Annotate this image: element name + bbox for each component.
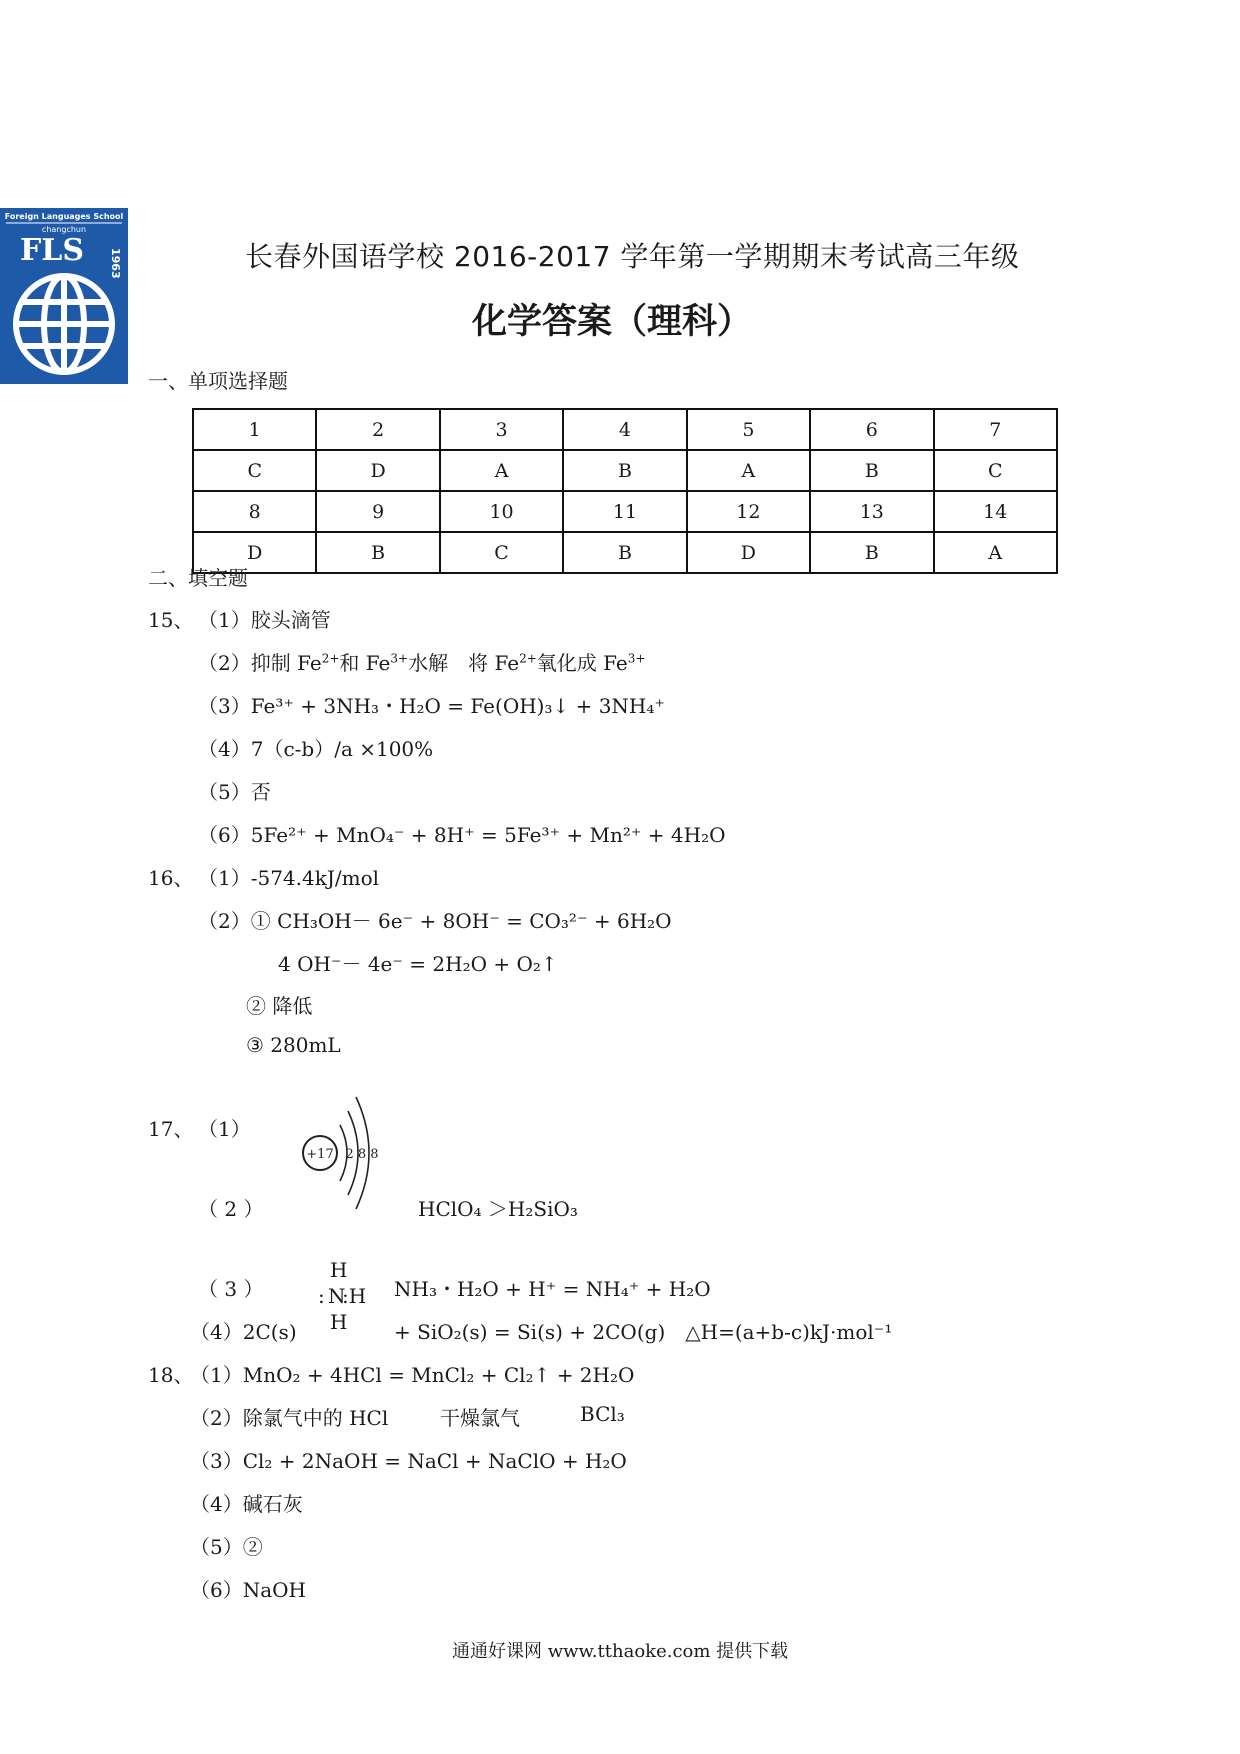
logo-city: changchun — [41, 225, 87, 234]
logo-school-name: Foreign Languages School — [4, 212, 124, 221]
table-cell: D — [316, 450, 439, 491]
document-subtitle: 化学答案（理科） — [472, 302, 753, 342]
table-cell: 3 — [440, 409, 563, 450]
table-cell: 12 — [687, 491, 810, 532]
q15-answer-2: （2）抑制 $Fe^{2+}$和 $Fe^{3+}$水解 将 $Fe^{2+}$氧化成 $Fe^{3+}$ — [198, 651, 646, 675]
q18-answer-2c: BCl₃ — [580, 1402, 625, 1426]
table-cell: 6 — [810, 409, 933, 450]
table-cell: 8 — [193, 491, 316, 532]
q15-answer-5: （5）否 — [198, 780, 271, 804]
table-cell: B — [563, 532, 686, 573]
table-cell: D — [193, 532, 316, 573]
q18-answer-2a: （2）除氯气中的 HCl — [190, 1406, 389, 1430]
answer-table — [192, 408, 1058, 574]
q18-answer-5: （5）② — [190, 1535, 263, 1559]
document-title: 长春外国语学校 2016-2017 学年第一学期期末考试高三年级 — [245, 240, 1020, 273]
table-cell: 9 — [316, 491, 439, 532]
q18-answer-6: （6）NaOH — [190, 1578, 306, 1602]
section-heading-fill-in: 二、填空题 — [148, 566, 248, 590]
q18-number: 18、 — [148, 1363, 194, 1387]
q17-answer-4-label: （4）2C(s) — [190, 1320, 297, 1344]
q17-answer-2-label: （ 2 ） — [198, 1197, 264, 1221]
school-logo — [0, 208, 128, 384]
q16-answer-1: （1）-574.4kJ/mol — [198, 866, 380, 890]
q16-answer-2c: ② 降低 — [246, 994, 313, 1018]
logo-year: 1963 — [109, 248, 122, 279]
table-cell: B — [810, 450, 933, 491]
table-cell: A — [934, 532, 1057, 573]
q16-answer-2d: ③ 280mL — [246, 1033, 341, 1057]
q16-number: 16、 — [148, 866, 194, 890]
q15-number: 15、 — [148, 608, 194, 632]
q15-answer-4: （4）7（c-b）/a ×100% — [198, 737, 434, 761]
table-cell: 1 — [193, 409, 316, 450]
table-cell: C — [934, 450, 1057, 491]
table-cell: 13 — [810, 491, 933, 532]
table-cell: 10 — [440, 491, 563, 532]
q17-answer-3-label: （ 3 ） — [198, 1277, 264, 1301]
q18-answer-4: （4）碱石灰 — [190, 1492, 303, 1516]
atom-shell-electrons: 2 8 8 — [345, 1147, 379, 1162]
q15-answer-1: （1）胶头滴管 — [198, 608, 331, 632]
table-cell: A — [440, 450, 563, 491]
table-row — [193, 532, 1057, 573]
q15-answer-3: （3）Fe³⁺ + 3NH₃・H₂O = Fe(OH)₃↓ + 3NH₄⁺ — [198, 694, 665, 718]
table-cell: 11 — [563, 491, 686, 532]
table-row — [193, 491, 1057, 532]
table-row — [193, 450, 1057, 491]
q17-answer-1: （1） — [198, 1117, 251, 1141]
q16-answer-2: （2）① CH₃OH－ 6e⁻ + 8OH⁻ = CO₃²⁻ + 6H₂O — [198, 909, 672, 933]
table-cell: C — [193, 450, 316, 491]
lewis-h-top: H — [330, 1258, 348, 1282]
table-cell: 14 — [934, 491, 1057, 532]
atom-nucleus-label: +17 — [306, 1147, 334, 1162]
q17-answer-4: + SiO₂(s) = Si(s) + 2CO(g) △H=(a+b-c)kJ·mol⁻¹ — [394, 1320, 893, 1344]
q17-answer-2: HClO₄ ＞H₂SiO₃ — [418, 1197, 578, 1221]
table-row — [193, 409, 1057, 450]
table-cell: B — [810, 532, 933, 573]
table-cell: 5 — [687, 409, 810, 450]
globe-icon — [16, 276, 112, 372]
chlorine-atom-structure-diagram — [292, 1085, 392, 1215]
table-cell: 2 — [316, 409, 439, 450]
table-cell: 4 — [563, 409, 686, 450]
q17-answer-3: NH₃・H₂O + H⁺ = NH₄⁺ + H₂O — [394, 1277, 711, 1301]
ammonia-electron-dot-formula — [318, 1258, 372, 1340]
lewis-left-dots: : — [318, 1284, 325, 1308]
q17-number: 17、 — [148, 1117, 194, 1141]
q18-answer-3: （3）Cl₂ + 2NaOH = NaCl + NaClO + H₂O — [190, 1449, 627, 1473]
table-cell: A — [687, 450, 810, 491]
table-cell: C — [440, 532, 563, 573]
section-heading-multiple-choice: 一、单项选择题 — [148, 369, 288, 393]
q15-answer-6: （6）5Fe²⁺ + MnO₄⁻ + 8H⁺ = 5Fe³⁺ + Mn²⁺ + 4H₂O — [198, 823, 726, 847]
lewis-n: N — [328, 1284, 346, 1308]
table-cell: 7 — [934, 409, 1057, 450]
lewis-right-h: :H — [342, 1284, 367, 1308]
q16-answer-2b: 4 OH⁻－ 4e⁻ = 2H₂O + O₂↑ — [278, 952, 558, 976]
logo-abbr: FLS — [19, 233, 85, 268]
table-cell: B — [316, 532, 439, 573]
table-cell: D — [687, 532, 810, 573]
footer-source-text: 通通好课网 www.tthaoke.com 提供下载 — [452, 1641, 789, 1662]
q18-answer-1: （1）MnO₂ + 4HCl = MnCl₂ + Cl₂↑ + 2H₂O — [190, 1363, 635, 1387]
lewis-h-bottom: H — [330, 1310, 348, 1334]
q18-answer-2b: 干燥氯气 — [440, 1406, 520, 1430]
table-cell: B — [563, 450, 686, 491]
